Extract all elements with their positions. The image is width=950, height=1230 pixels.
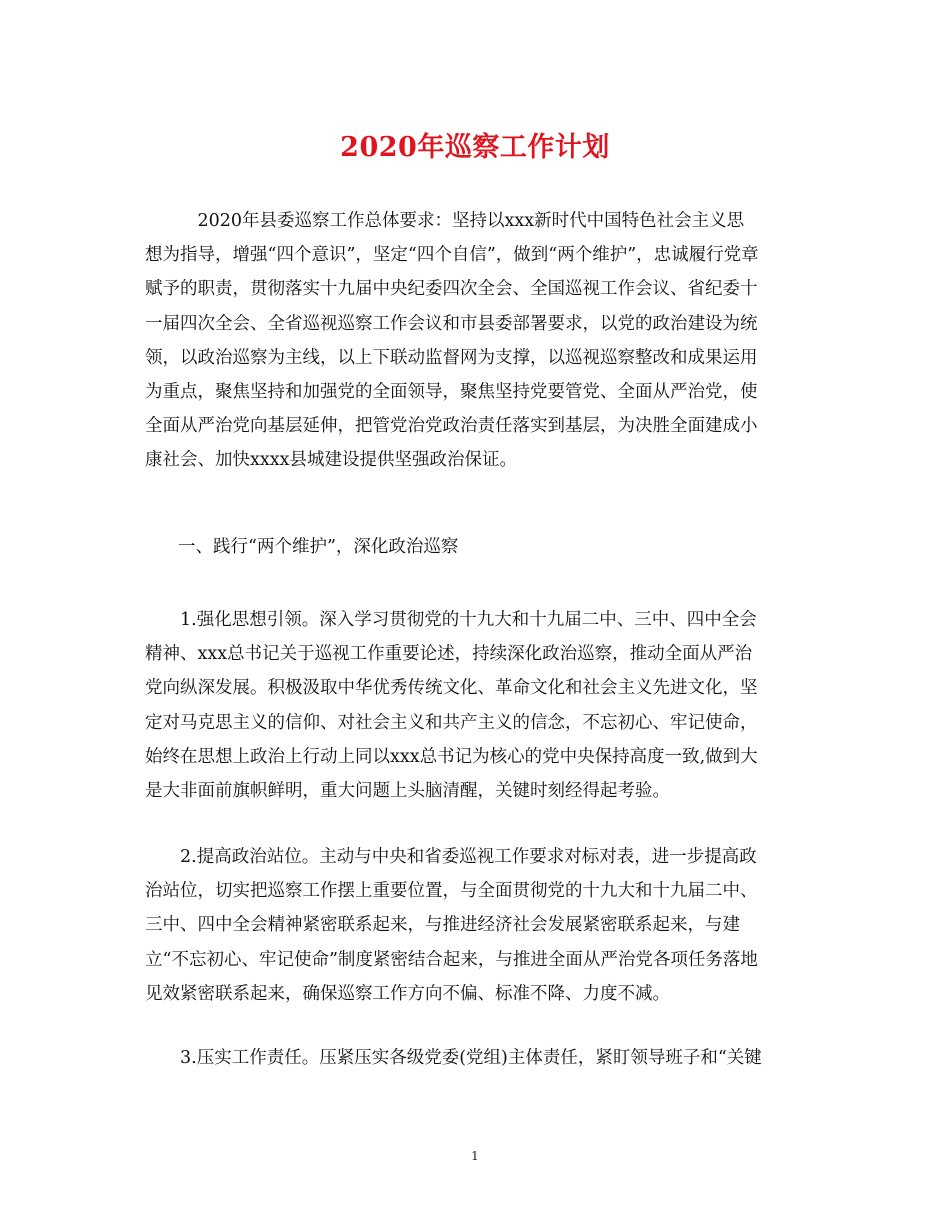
paragraph-line: 2.提高政治站位。主动与中央和省委巡视工作要求对标对表，进一步提高政: [145, 847, 757, 867]
paragraph-line: 精神、xxx总书记关于巡视工作重要论述，持续深化政治巡察，推动全面从严治: [145, 644, 753, 665]
paragraph-line: 想为指导，增强“四个意识”，坚定“四个自信”，做到“两个维护”，忠诚履行党章: [145, 245, 759, 266]
paragraph-line: 是大非面前旗帜鲜明，重大问题上头脑清醒，关键时刻经得起考验。: [145, 781, 670, 802]
paragraph-line: 3.压实工作责任。压紧压实各级党委(党组)主体责任，紧盯领导班子和“关键: [145, 1048, 762, 1068]
paragraph-line: 党向纵深发展。积极汲取中华优秀传统文化、革命文化和社会主义先进文化，坚: [145, 678, 758, 699]
paragraph-line: 见效紧密联系起来，确保巡察工作方向不偏、标准不降、力度不减。: [145, 983, 670, 1004]
paragraph-line: 治站位，切实把巡察工作摆上重要位置，与全面贯彻党的十九大和十九届二中、: [145, 881, 758, 902]
paragraph-line: 一届四次全会、全省巡视巡察工作会议和市县委部署要求，以党的政治建设为统: [145, 313, 758, 334]
paragraph-line: 全面从严治党向基层延伸，把管党治党政治责任落实到基层，为决胜全面建成小: [145, 416, 758, 437]
paragraph-line: 赋予的职责，贯彻落实十九届中央纪委四次全会、全国巡视工作会议、省纪委十: [145, 279, 758, 300]
section-heading: 一、践行“两个维护”，深化政治巡察: [178, 537, 459, 557]
page-number: 1: [471, 1149, 479, 1163]
item-1-paragraph: [145, 603, 805, 808]
document-title: 2020年巡察工作计划: [340, 132, 610, 163]
paragraph-line: 2020年县委巡察工作总体要求：坚持以xxx新时代中国特色社会主义思: [145, 211, 745, 231]
item-2-paragraph: [145, 840, 805, 1011]
paragraph-line: 始终在思想上政治上行动上同以xxx总书记为核心的党中央保持高度一致,做到大: [145, 746, 758, 767]
paragraph-line: 1.强化思想引领。深入学习贯彻党的十九大和十九届二中、三中、四中全会: [145, 610, 757, 630]
paragraph-line: 为重点，聚焦坚持和加强党的全面领导，聚焦坚持党要管党、全面从严治党，使: [145, 382, 758, 403]
paragraph-line: 三中、四中全会精神紧密联系起来，与推进经济社会发展紧密联系起来，与建: [145, 915, 740, 936]
item-3-paragraph: [145, 1041, 805, 1075]
intro-paragraph: [145, 204, 805, 478]
paragraph-line: 康社会、加快xxxx县城建设提供坚强政治保证。: [145, 450, 517, 471]
paragraph-line: 立“不忘初心、牢记使命”制度紧密结合起来，与推进全面从严治党各项任务落地: [145, 949, 758, 970]
paragraph-line: 定对马克思主义的信仰、对社会主义和共产主义的信念，不忘初心、牢记使命，: [145, 712, 758, 733]
paragraph-line: 领，以政治巡察为主线，以上下联动监督网为支撑，以巡视巡察整改和成果运用: [145, 347, 758, 368]
